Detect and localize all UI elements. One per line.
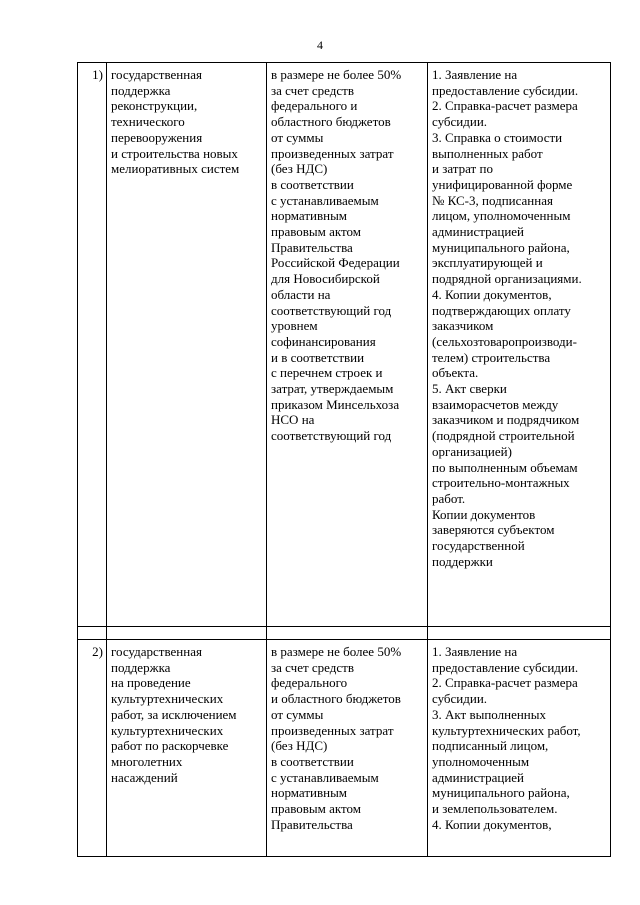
text-line: федерального и <box>271 98 358 114</box>
text-line: взаиморасчетов между <box>432 396 559 412</box>
table-row <box>78 63 611 627</box>
text-line: государственная <box>111 644 202 659</box>
text-line: насаждений <box>111 769 178 785</box>
text-line: (сельхозтоваропроизводи- <box>432 333 577 349</box>
support-direction-cell <box>107 640 267 857</box>
text-line: уполномоченным <box>432 753 530 769</box>
text-line: работ по раскорчевке <box>111 738 229 754</box>
support-direction-text <box>111 644 263 785</box>
text-line: (без НДС) <box>271 738 328 754</box>
subsidy-amount-text <box>271 644 424 832</box>
required-documents-text <box>432 644 607 832</box>
text-line: Копии документов <box>432 506 536 522</box>
text-line: и строительства новых <box>111 145 238 161</box>
text-line: федерального <box>271 675 348 691</box>
text-line: соответствующий год <box>271 302 392 318</box>
text-line: муниципального района, <box>432 239 570 255</box>
required-documents-cell <box>428 63 611 627</box>
text-line: поддержка <box>111 82 171 98</box>
text-line: государственная <box>111 67 202 82</box>
text-line: лицом, уполномоченным <box>432 208 571 224</box>
text-line: 1. Заявление на <box>432 67 518 82</box>
text-line: за счет средств <box>271 82 354 98</box>
text-line: нормативным <box>271 785 348 801</box>
text-line: за счет средств <box>271 659 354 675</box>
text-line: 4. Копии документов, <box>432 286 552 302</box>
text-line: Правительства <box>271 816 353 832</box>
text-line: затрат, утверждаемым <box>271 381 394 397</box>
text-line: произведенных затрат <box>271 722 394 738</box>
text-line: софинансирования <box>271 333 376 349</box>
text-line: правовым актом <box>271 801 362 817</box>
text-line: унифицированной форме <box>432 176 573 192</box>
text-line: администрацией <box>432 769 525 785</box>
text-line: культуртехнических работ, <box>432 722 581 738</box>
subsidy-table <box>77 62 611 857</box>
text-line: предоставление субсидии. <box>432 82 579 98</box>
row-separator <box>78 627 611 640</box>
required-documents-cell <box>428 640 611 857</box>
subsidy-amount-cell <box>267 63 428 627</box>
text-line: на проведение <box>111 675 191 691</box>
text-line: выполненных работ <box>432 145 543 161</box>
text-line: в соответствии <box>271 176 354 192</box>
text-line: культуртехнических <box>111 722 224 738</box>
text-line: объекта. <box>432 365 479 381</box>
text-line: и в соответствии <box>271 349 365 365</box>
text-line: мелиоративных систем <box>111 161 240 177</box>
text-line: и землепользователем. <box>432 801 558 817</box>
text-line: телем) строительства <box>432 349 551 365</box>
text-line: в размере не более 50% <box>271 67 402 82</box>
text-line: и затрат по <box>432 161 493 177</box>
text-line: в размере не более 50% <box>271 644 402 659</box>
text-line: подтверждающих оплату <box>432 302 571 318</box>
text-line: (без НДС) <box>271 161 328 177</box>
text-line: правовым актом <box>271 224 362 240</box>
text-line: соответствующий год <box>271 428 392 444</box>
text-line: реконструкции, <box>111 98 198 114</box>
text-line: от суммы <box>271 706 324 722</box>
text-line: работ, за исключением <box>111 706 237 722</box>
text-line: приказом Минсельхоза <box>271 396 400 412</box>
text-line: субсидии. <box>432 114 488 130</box>
text-line: 5. Акт сверки <box>432 381 507 397</box>
text-line: технического <box>111 114 185 130</box>
text-line: 2. Справка-расчет размера <box>432 675 578 691</box>
text-line: областного бюджетов <box>271 114 391 130</box>
text-line: нормативным <box>271 208 348 224</box>
text-line: произведенных затрат <box>271 145 394 161</box>
text-line: заказчиком <box>432 318 494 334</box>
text-line: с устанавливаемым <box>271 769 379 785</box>
text-line: поддержки <box>432 553 493 569</box>
text-line: администрацией <box>432 224 525 240</box>
text-line: 3. Акт выполненных <box>432 706 546 722</box>
text-line: 1. Заявление на <box>432 644 518 659</box>
text-line: 4. Копии документов, <box>432 816 552 832</box>
support-direction-text <box>111 67 263 177</box>
subsidy-amount-cell <box>267 640 428 857</box>
text-line: поддержка <box>111 659 171 675</box>
text-line: (подрядной строительной <box>432 428 575 444</box>
text-line: № КС-3, подписанная <box>432 192 553 208</box>
text-line: культуртехнических <box>111 691 224 707</box>
subsidy-amount-text <box>271 67 424 444</box>
page-number: 4 <box>317 38 323 52</box>
required-documents-text <box>432 67 607 570</box>
text-line: с устанавливаемым <box>271 192 379 208</box>
text-line: с перечнем строек и <box>271 365 383 381</box>
text-line: строительно-монтажных <box>432 475 570 491</box>
text-line: Правительства <box>271 239 353 255</box>
text-line: заверяются субъектом <box>432 522 555 538</box>
text-line: организацией) <box>432 443 512 459</box>
row-number: 1) <box>78 63 107 627</box>
support-direction-cell <box>107 63 267 627</box>
text-line: уровнем <box>271 318 318 334</box>
text-line: эксплуатирующей и <box>432 255 543 271</box>
text-line: от суммы <box>271 129 324 145</box>
text-line: 2. Справка-расчет размера <box>432 98 578 114</box>
text-line: предоставление субсидии. <box>432 659 579 675</box>
text-line: подрядной организациями. <box>432 271 582 287</box>
text-line: в соответствии <box>271 753 354 769</box>
text-line: по выполненным объемам <box>432 459 578 475</box>
text-line: для Новосибирской <box>271 271 380 287</box>
text-line: НСО на <box>271 412 315 428</box>
row-number: 2) <box>78 640 107 857</box>
text-line: многолетних <box>111 753 183 769</box>
table-row <box>78 640 611 857</box>
text-line: работ. <box>432 490 466 506</box>
text-line: подписанный лицом, <box>432 738 549 754</box>
text-line: государственной <box>432 538 525 554</box>
text-line: субсидии. <box>432 691 488 707</box>
text-line: муниципального района, <box>432 785 570 801</box>
text-line: области на <box>271 286 331 302</box>
text-line: и областного бюджетов <box>271 691 401 707</box>
text-line: заказчиком и подрядчиком <box>432 412 580 428</box>
text-line: перевооружения <box>111 129 203 145</box>
text-line: 3. Справка о стоимости <box>432 129 563 145</box>
text-line: Российской Федерации <box>271 255 400 271</box>
